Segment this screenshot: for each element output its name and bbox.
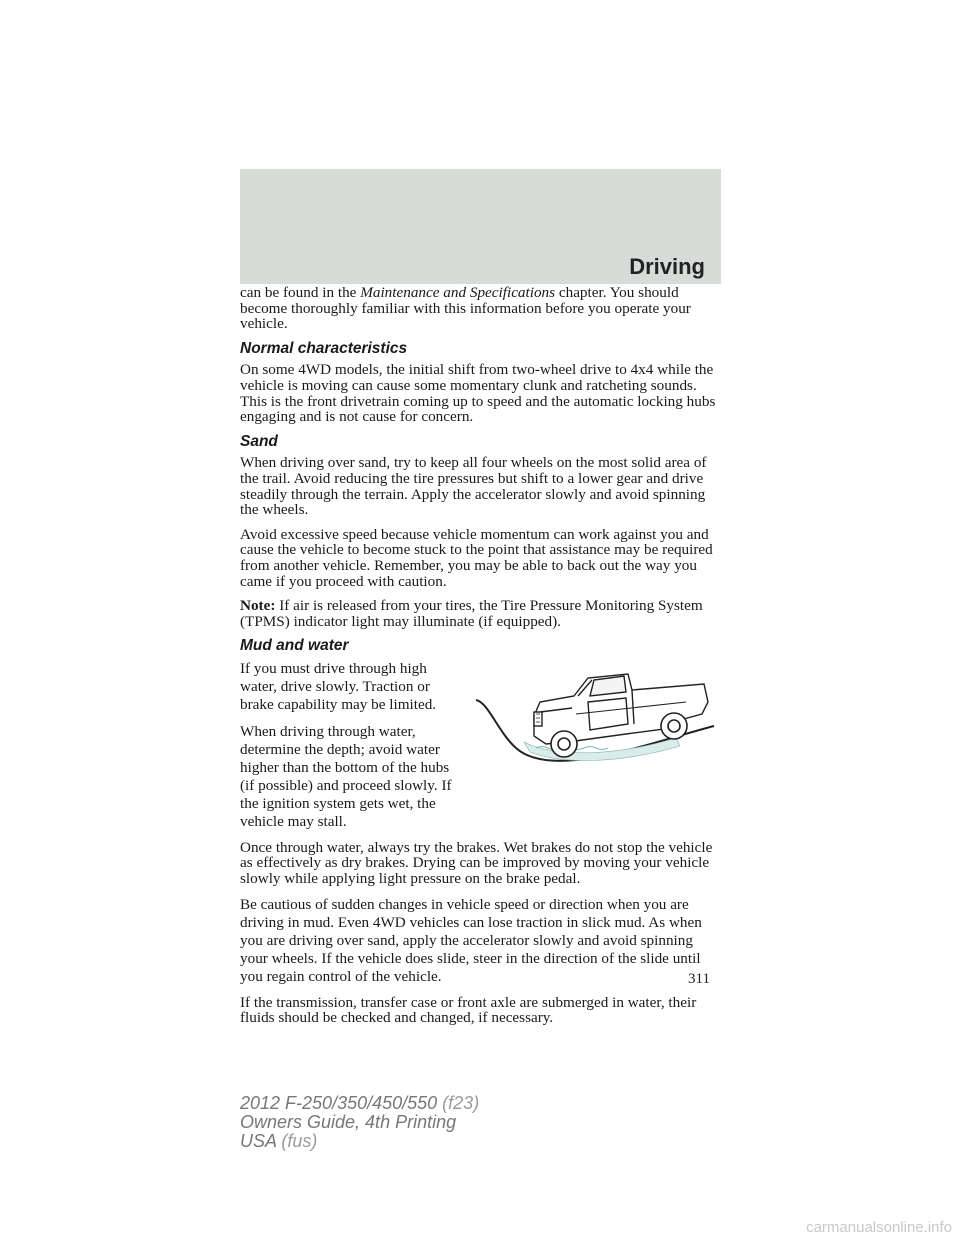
- intro-text-end: chapter. You should become thoroughly familiar with this information before you operate your vehicle.: [240, 284, 691, 333]
- footer-line-2: Owners Guide, 4th Printing: [240, 1112, 457, 1132]
- normal-characteristics-heading: Normal characteristics: [240, 339, 408, 357]
- footer-line-3: [240, 1132, 479, 1151]
- mud-water-wrapped-text: [240, 660, 458, 831]
- sand-heading: Sand: [240, 432, 278, 450]
- section-title: Driving: [629, 254, 705, 279]
- footer-region-code: (fus): [276, 1131, 318, 1151]
- mud-water-block: [240, 660, 721, 831]
- mud-paragraph-5: If the transmission, transfer case or front axle are submerged in water, their fluids should be checked and changed, if necessary.: [240, 993, 697, 1027]
- footer-region: USA: [240, 1131, 277, 1151]
- page-number: 311: [688, 971, 710, 987]
- document-footer: [240, 1094, 479, 1151]
- note-paragraph: [240, 598, 721, 629]
- intro-text: can be found in the: [240, 284, 361, 301]
- chapter-reference: Maintenance and Specifications: [360, 284, 556, 301]
- truck-in-water-illustration: [476, 662, 721, 787]
- mud-water-heading: Mud and water: [240, 637, 349, 655]
- section-header: [240, 169, 721, 284]
- footer-model: 2012 F-250/350/450/550: [240, 1093, 438, 1113]
- note-label: Note:: [240, 597, 276, 615]
- mud-paragraph-2: When driving through water, determine the depth; avoid water higher than the bottom of the hubs (if possible) and proceed slowly. If the ignition system gets wet, the vehicle may stall.: [240, 722, 452, 830]
- watermark: carmanualsonline.info: [806, 1219, 952, 1236]
- footer-model-code: (f23): [437, 1093, 480, 1113]
- mud-paragraph-3: Once through water, always try the brakes. Wet brakes do not stop the vehicle as effectively as dry brakes. Drying can be improved by moving your vehicle slowly while applying light pressure on the brake pedal.: [240, 838, 713, 888]
- sand-paragraph-1: When driving over sand, try to keep all four wheels on the most solid area of the trail. Avoid reducing the tire pressures but shift to a lower gear and drive steadily through the terrain. Apply the accelerator slowly and avoid spinning the wheels.: [240, 454, 707, 519]
- footer-line-1: [240, 1094, 479, 1113]
- note-text: If air is released from your tires, the Tire Pressure Monitoring System (TPMS) indicator light may illuminate (if equipped).: [240, 597, 703, 630]
- mud-paragraph-4: Be cautious of sudden changes in vehicle speed or direction when you are driving in mud. Even 4WD vehicles can lose traction in slick mud. As when you are driving over sand, apply the accelerator slowly and avoid spinning your wheels. If the vehicle does slide, steer in the direction of the slide until you regain control of the vehicle.: [240, 895, 702, 985]
- sand-paragraph-2: Avoid excessive speed because vehicle momentum can work against you and cause the vehicle to become stuck to the point that assistance may be required from another vehicle. Remember, you may be able to back out the way you came if you proceed with caution.: [240, 525, 713, 590]
- intro-paragraph: [240, 285, 721, 332]
- page-content: [240, 285, 721, 1035]
- mud-paragraph-1: If you must drive through high water, drive slowly. Traction or brake capability may be limited.: [240, 659, 437, 713]
- normal-characteristics-text: On some 4WD models, the initial shift from two-wheel drive to 4x4 while the vehicle is moving can cause some momentary clunk and ratcheting sounds. This is the front drivetrain coming up to speed and the automatic locking hubs engaging and is not cause for concern.: [240, 361, 716, 426]
